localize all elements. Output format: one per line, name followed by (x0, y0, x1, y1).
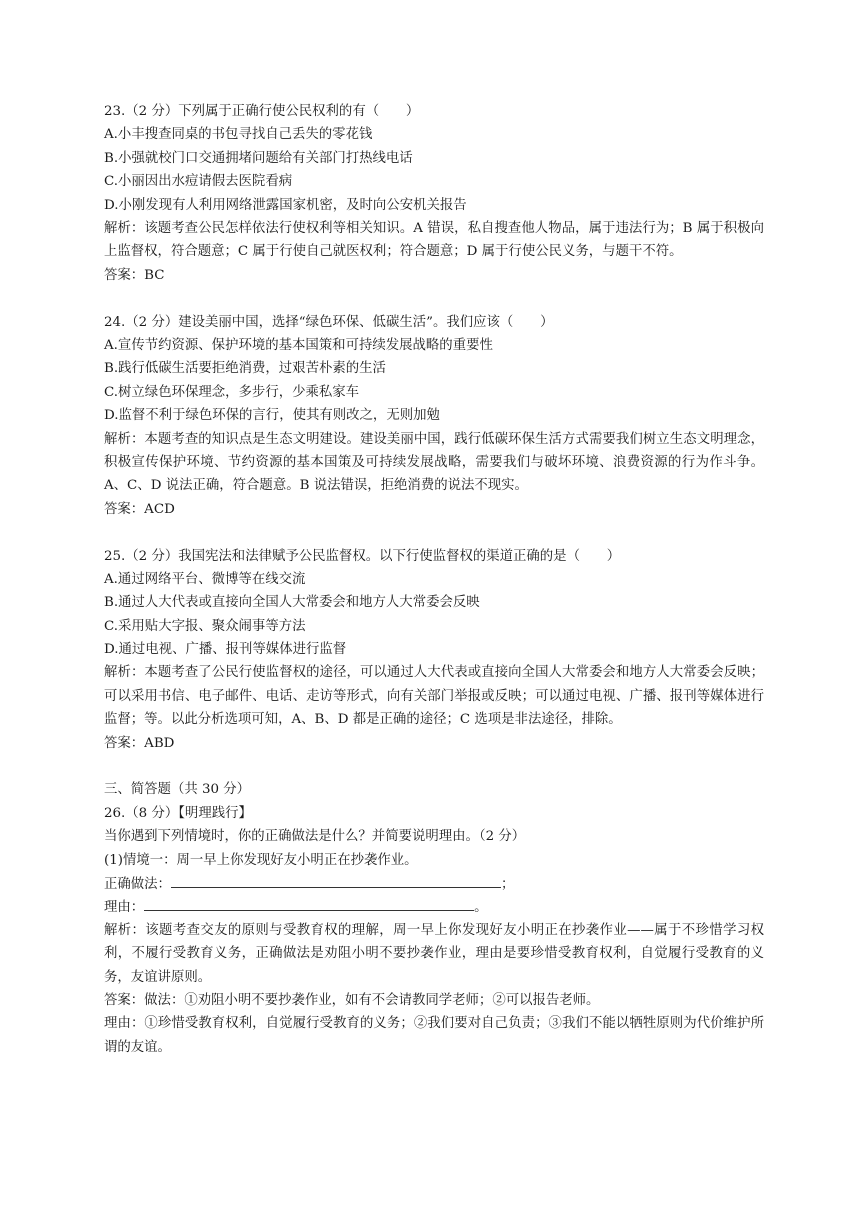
option-c: C.小丽因出水痘请假去医院看病 (104, 174, 293, 190)
option-a: A.宣传节约资源、保护环境的基本国策和可持续发展战略的重要性 (104, 337, 493, 353)
option-b: B.践行低碳生活要拒绝消费，过艰苦朴素的生活 (104, 361, 386, 377)
question-26 (104, 802, 764, 1059)
answer-reason-text: 理由：①珍惜受教育权利，自觉履行受教育的义务；②我们要对自己负责；③我们不能以牺牲原则为代价维护所谓的友谊。 (104, 1016, 764, 1055)
answer-text: 答案：BC (104, 267, 165, 283)
analysis-text: 解析：本题考查的知识点是生态文明建设。建设美丽中国，践行低碳环保生活方式需要我们树立生态文明理念，积极宣传保护环境、节约资源的基本国策及可持续发展战略，需要我们与破坏环境、浪费资源的行为作斗争。A、C、D 说法正确，符合题意。B 说法错误，拒绝消费的说法不现实。 (104, 431, 764, 494)
question-stem: 23.（2 分）下列属于正确行使公民权利的有（ ） (104, 104, 420, 119)
analysis-text: 解析：本题考查了公民行使监督权的途径，可以通过人大代表或直接向全国人大常委会和地方人大常委会反映；可以采用书信、电子邮件、电话、走访等形式，向有关部门举报或反映；可以通过电视、广播、报刊等媒体进行监督；等。以此分析选项可知，A、B、D 都是正确的途径；C 选项是非法途径，排除。 (104, 665, 764, 728)
reason-end: 。 (474, 900, 488, 916)
answer-text: 答案：ABD (104, 735, 175, 751)
question-stem: 24.（2 分）建设美丽中国，选择“绿色环保、低碳生活”。我们应该（ ） (104, 314, 554, 330)
analysis-text: 解析：该题考查公民怎样依法行使权利等相关知识。A 错误，私自搜查他人物品，属于违法行为；B 属于积极向上监督权，符合题意；C 属于行使自己就医权利；符合题意；D 属于行使公民义务，与题干不符。 (104, 220, 764, 260)
option-b: B.小强就校门口交通拥堵问题给有关部门打热线电话 (104, 150, 413, 166)
question-24 (104, 311, 764, 522)
spacer (104, 755, 764, 778)
option-c: C.采用贴大字报、聚众闹事等方法 (104, 618, 306, 634)
method-label: 正确做法： (104, 877, 171, 893)
option-c: C.树立绿色环保理念，多步行，少乘私家车 (104, 384, 360, 400)
section-heading: 三、简答题（共 30 分） (104, 782, 251, 798)
method-blank[interactable] (171, 872, 501, 888)
reason-answer-line (104, 895, 764, 918)
reason-label: 理由： (104, 900, 145, 916)
question-25 (104, 545, 764, 756)
option-d: D.监督不利于绿色环保的言行，使其有则改之，无则加勉 (104, 408, 440, 424)
document-page (104, 100, 764, 1059)
spacer (104, 287, 764, 310)
analysis-text: 解析：该题考查交友的原则与受教育权的理解，周一早上你发现好友小明正在抄袭作业——属于不珍惜学习权利，不履行受教育义务，正确做法是劝阻小明不要抄袭作业，理由是要珍惜受教育权利，自觉履行受教育的义务，友谊讲原则。 (104, 922, 764, 985)
reason-blank[interactable] (144, 895, 474, 911)
option-b: B.通过人大代表或直接向全国人大常委会和地方人大常委会反映 (104, 595, 480, 611)
question-23 (104, 100, 764, 287)
option-d: D.通过电视、广播、报刊等媒体进行监督 (104, 642, 347, 658)
question-prompt: 当你遇到下列情境时，你的正确做法是什么？并简要说明理由。（2 分） (104, 829, 526, 845)
scenario-text: (1)情境一：周一早上你发现好友小明正在抄袭作业。 (104, 852, 418, 868)
option-a: A.小丰搜查同桌的书包寻找自己丢失的零花钱 (104, 127, 373, 143)
answer-method-text: 答案：做法：①劝阻小明不要抄袭作业，如有不会请教同学老师；②可以报告老师。 (104, 993, 600, 1009)
method-end: ； (500, 877, 515, 893)
method-answer-line (104, 872, 764, 895)
question-stem: 25.（2 分）我国宪法和法律赋予公民监督权。以下行使监督权的渠道正确的是（ ） (104, 548, 621, 564)
spacer (104, 521, 764, 544)
option-a: A.通过网络平台、微博等在线交流 (104, 571, 306, 587)
question-stem: 26.（8 分）【明理践行】 (104, 805, 252, 821)
option-d: D.小刚发现有人利用网络泄露国家机密，及时向公安机关报告 (104, 197, 467, 213)
answer-text: 答案：ACD (104, 501, 175, 517)
